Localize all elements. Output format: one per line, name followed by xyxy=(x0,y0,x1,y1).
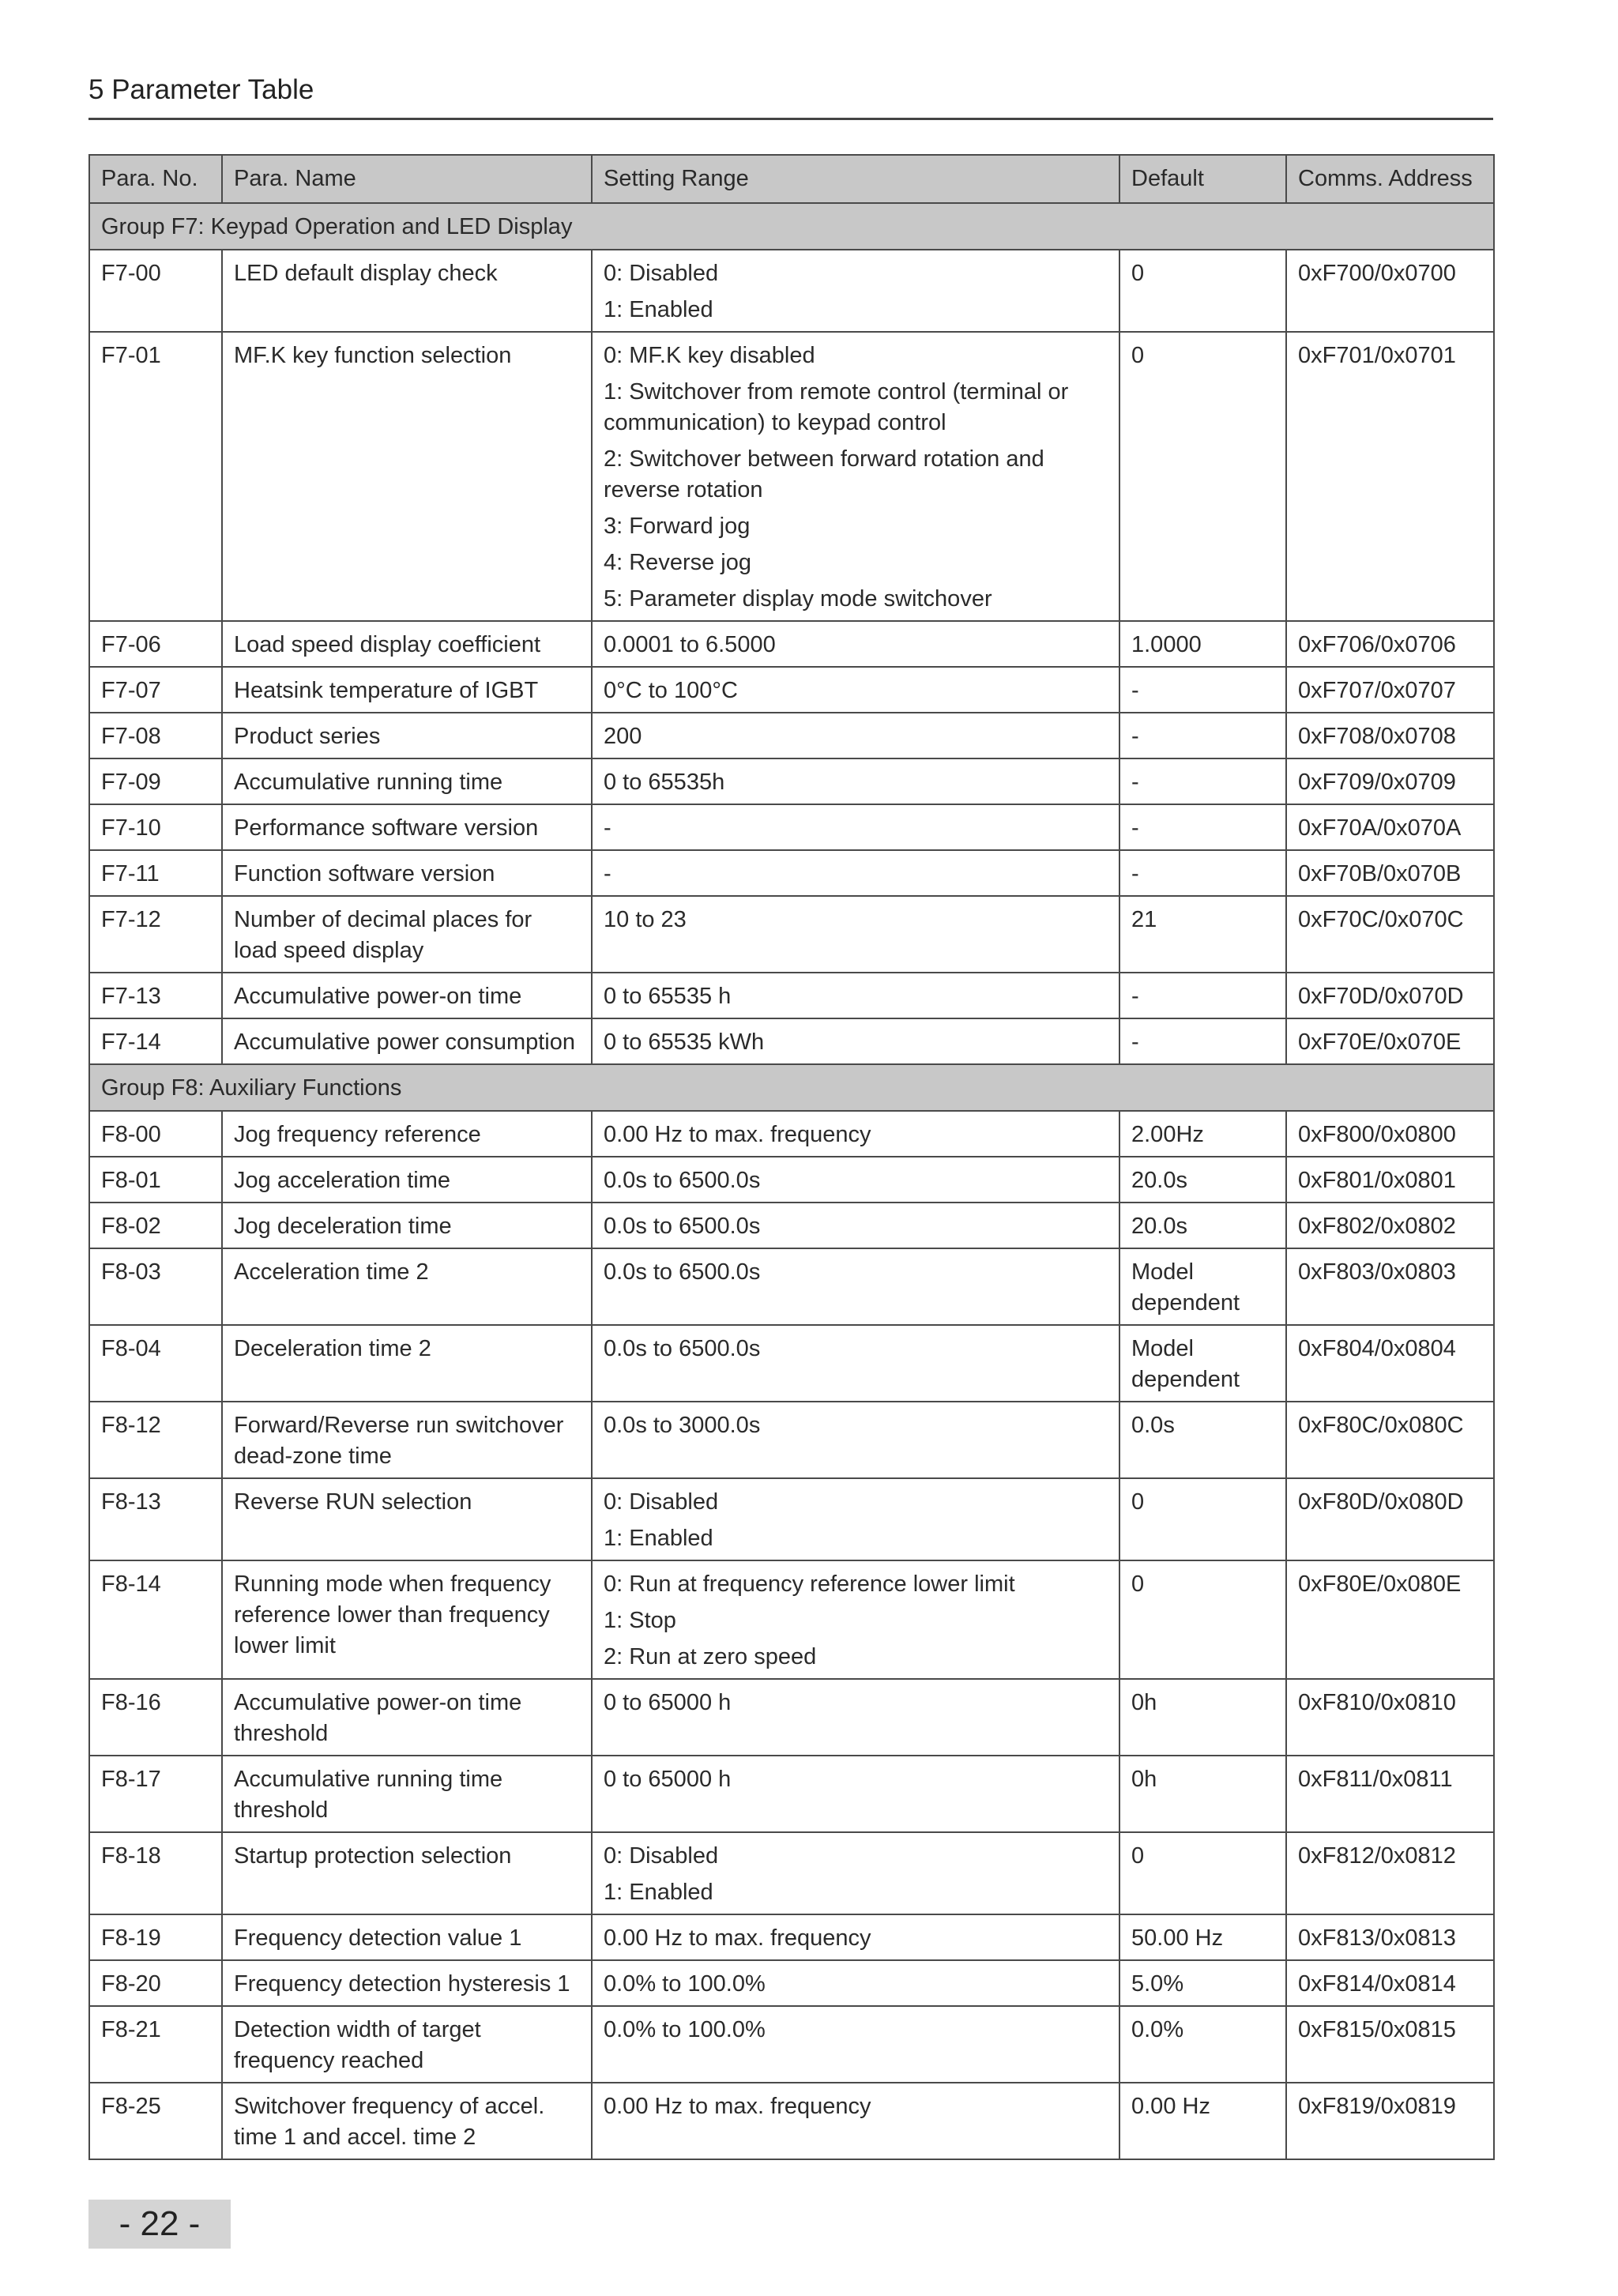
para-name-cell: Deceleration time 2 xyxy=(222,1325,592,1402)
para-name-cell: Heatsink temperature of IGBT xyxy=(222,667,592,713)
default-cell: 0h xyxy=(1119,1756,1286,1832)
para-name-cell: Reverse RUN selection xyxy=(222,1478,592,1560)
comms-address-cell: 0xF708/0x0708 xyxy=(1286,713,1494,758)
table-row xyxy=(89,1203,1494,1248)
default-cell: 5.0% xyxy=(1119,1960,1286,2006)
para-name-cell: Load speed display coefficient xyxy=(222,621,592,667)
para-no-cell: F8-19 xyxy=(89,1914,222,1960)
setting-range-cell xyxy=(592,621,1119,667)
table-row xyxy=(89,1756,1494,1832)
table-row xyxy=(89,1402,1494,1478)
setting-option: 200 xyxy=(604,724,642,749)
para-no-cell: F8-21 xyxy=(89,2006,222,2083)
para-no-cell: F7-08 xyxy=(89,713,222,758)
para-no-cell: F8-20 xyxy=(89,1960,222,2006)
comms-address-cell: 0xF70C/0x070C xyxy=(1286,896,1494,973)
comms-address-cell: 0xF813/0x0813 xyxy=(1286,1914,1494,1960)
col-header-comms-address: Comms. Address xyxy=(1286,155,1494,203)
comms-address-cell: 0xF802/0x0802 xyxy=(1286,1203,1494,1248)
para-name-cell: Startup protection selection xyxy=(222,1832,592,1914)
setting-option: 1: Switchover from remote control (terminal or communication) to keypad control xyxy=(604,379,1069,435)
table-row xyxy=(89,2083,1494,2159)
table-row xyxy=(89,332,1494,621)
default-cell: - xyxy=(1119,758,1286,804)
para-name-cell: Switchover frequency of accel. time 1 and accel. time 2 xyxy=(222,2083,592,2159)
table-row xyxy=(89,1960,1494,2006)
col-header-setting-range: Setting Range xyxy=(592,155,1119,203)
header-row xyxy=(89,155,1494,203)
setting-range-cell xyxy=(592,332,1119,621)
col-header-para-no: Para. No. xyxy=(89,155,222,203)
para-name-cell: Running mode when frequency reference lower than frequency lower limit xyxy=(222,1560,592,1679)
table-header xyxy=(89,155,1494,203)
setting-option: 0.00 Hz to max. frequency xyxy=(604,1122,871,1147)
setting-range-cell xyxy=(592,1914,1119,1960)
setting-option: 0.0s to 6500.0s xyxy=(604,1168,761,1193)
para-name-cell: Accumulative running time threshold xyxy=(222,1756,592,1832)
table-row xyxy=(89,1478,1494,1560)
para-name-cell: Function software version xyxy=(222,850,592,896)
setting-range-cell xyxy=(592,713,1119,758)
comms-address-cell: 0xF80E/0x080E xyxy=(1286,1560,1494,1679)
setting-option: 0 to 65535 h xyxy=(604,984,732,1009)
setting-option: 3: Forward jog xyxy=(604,514,751,539)
comms-address-cell: 0xF812/0x0812 xyxy=(1286,1832,1494,1914)
group-title: Group F8: Auxiliary Functions xyxy=(89,1064,1494,1111)
comms-address-cell: 0xF800/0x0800 xyxy=(1286,1111,1494,1157)
setting-range-cell xyxy=(592,2006,1119,2083)
table-row xyxy=(89,804,1494,850)
default-cell: 0.0% xyxy=(1119,2006,1286,2083)
para-no-cell: F7-09 xyxy=(89,758,222,804)
setting-range-cell xyxy=(592,1679,1119,1756)
setting-range-cell xyxy=(592,667,1119,713)
comms-address-cell: 0xF700/0x0700 xyxy=(1286,250,1494,332)
para-name-cell: Performance software version xyxy=(222,804,592,850)
default-cell: 0 xyxy=(1119,1832,1286,1914)
table-body xyxy=(89,203,1494,2159)
setting-range-cell xyxy=(592,2083,1119,2159)
setting-range-cell xyxy=(592,1960,1119,2006)
para-no-cell: F7-06 xyxy=(89,621,222,667)
setting-option: 0 to 65000 h xyxy=(604,1767,732,1792)
setting-option: 1: Enabled xyxy=(604,1880,713,1905)
setting-range-cell xyxy=(592,1402,1119,1478)
setting-option: 0 to 65535h xyxy=(604,770,725,795)
comms-address-cell: 0xF814/0x0814 xyxy=(1286,1960,1494,2006)
table-row xyxy=(89,667,1494,713)
setting-option: - xyxy=(604,815,611,841)
para-no-cell: F7-00 xyxy=(89,250,222,332)
setting-range-cell xyxy=(592,896,1119,973)
group-title: Group F7: Keypad Operation and LED Display xyxy=(89,203,1494,250)
para-no-cell: F8-12 xyxy=(89,1402,222,1478)
default-cell: - xyxy=(1119,850,1286,896)
para-no-cell: F7-10 xyxy=(89,804,222,850)
setting-option: 4: Reverse jog xyxy=(604,550,751,575)
setting-option: 0.0001 to 6.5000 xyxy=(604,632,776,657)
setting-option: 0: Disabled xyxy=(604,261,719,286)
para-name-cell: Accumulative running time xyxy=(222,758,592,804)
default-cell: 0 xyxy=(1119,332,1286,621)
para-no-cell: F8-25 xyxy=(89,2083,222,2159)
setting-range-cell xyxy=(592,1203,1119,1248)
default-cell: 0.00 Hz xyxy=(1119,2083,1286,2159)
comms-address-cell: 0xF70A/0x070A xyxy=(1286,804,1494,850)
para-name-cell: Accumulative power consumption xyxy=(222,1018,592,1064)
comms-address-cell: 0xF804/0x0804 xyxy=(1286,1325,1494,1402)
comms-address-cell: 0xF80C/0x080C xyxy=(1286,1402,1494,1478)
para-no-cell: F8-03 xyxy=(89,1248,222,1325)
table-row xyxy=(89,1679,1494,1756)
para-name-cell: Frequency detection value 1 xyxy=(222,1914,592,1960)
para-no-cell: F7-01 xyxy=(89,332,222,621)
setting-range-cell xyxy=(592,1478,1119,1560)
para-no-cell: F8-01 xyxy=(89,1157,222,1203)
default-cell: 0h xyxy=(1119,1679,1286,1756)
para-name-cell: Product series xyxy=(222,713,592,758)
setting-range-cell xyxy=(592,1248,1119,1325)
para-no-cell: F7-07 xyxy=(89,667,222,713)
setting-range-cell xyxy=(592,758,1119,804)
table-row xyxy=(89,1560,1494,1679)
setting-range-cell xyxy=(592,1560,1119,1679)
table-row xyxy=(89,896,1494,973)
table-row xyxy=(89,250,1494,332)
para-no-cell: F8-04 xyxy=(89,1325,222,1402)
para-name-cell: Jog acceleration time xyxy=(222,1157,592,1203)
para-no-cell: F7-14 xyxy=(89,1018,222,1064)
para-no-cell: F8-18 xyxy=(89,1832,222,1914)
comms-address-cell: 0xF803/0x0803 xyxy=(1286,1248,1494,1325)
setting-option: 0.00 Hz to max. frequency xyxy=(604,1925,871,1951)
setting-option: 0 to 65535 kWh xyxy=(604,1029,765,1055)
para-no-cell: F7-11 xyxy=(89,850,222,896)
default-cell: - xyxy=(1119,667,1286,713)
setting-range-cell xyxy=(592,804,1119,850)
setting-option: 0: Disabled xyxy=(604,1843,719,1869)
para-no-cell: F7-13 xyxy=(89,973,222,1018)
para-name-cell: Frequency detection hysteresis 1 xyxy=(222,1960,592,2006)
setting-option: 0.00 Hz to max. frequency xyxy=(604,2094,871,2119)
para-no-cell: F8-14 xyxy=(89,1560,222,1679)
comms-address-cell: 0xF80D/0x080D xyxy=(1286,1478,1494,1560)
table-row xyxy=(89,973,1494,1018)
default-cell: 0 xyxy=(1119,1560,1286,1679)
setting-option: 0°C to 100°C xyxy=(604,678,738,703)
para-no-cell: F8-13 xyxy=(89,1478,222,1560)
table-row xyxy=(89,713,1494,758)
table-row xyxy=(89,621,1494,667)
comms-address-cell: 0xF709/0x0709 xyxy=(1286,758,1494,804)
comms-address-cell: 0xF815/0x0815 xyxy=(1286,2006,1494,2083)
setting-option: 10 to 23 xyxy=(604,907,687,932)
para-name-cell: Detection width of target frequency reached xyxy=(222,2006,592,2083)
para-name-cell: MF.K key function selection xyxy=(222,332,592,621)
comms-address-cell: 0xF70B/0x070B xyxy=(1286,850,1494,896)
default-cell: 21 xyxy=(1119,896,1286,973)
col-header-para-name: Para. Name xyxy=(222,155,592,203)
setting-option: 0.0s to 6500.0s xyxy=(604,1259,761,1285)
setting-range-cell xyxy=(592,1832,1119,1914)
header-divider xyxy=(88,118,1493,120)
table-row xyxy=(89,1248,1494,1325)
setting-option: 2: Run at zero speed xyxy=(604,1644,817,1669)
setting-option: 2: Switchover between forward rotation and reverse rotation xyxy=(604,446,1044,502)
default-cell: - xyxy=(1119,1018,1286,1064)
default-cell: 50.00 Hz xyxy=(1119,1914,1286,1960)
setting-range-cell xyxy=(592,1018,1119,1064)
para-no-cell: F8-02 xyxy=(89,1203,222,1248)
para-name-cell: Accumulative power-on time threshold xyxy=(222,1679,592,1756)
comms-address-cell: 0xF70D/0x070D xyxy=(1286,973,1494,1018)
setting-option: 5: Parameter display mode switchover xyxy=(604,586,992,612)
comms-address-cell: 0xF706/0x0706 xyxy=(1286,621,1494,667)
setting-option: 1: Enabled xyxy=(604,1526,713,1551)
table-row xyxy=(89,1111,1494,1157)
section-title: 5 Parameter Table xyxy=(88,74,314,105)
setting-option: 0: Disabled xyxy=(604,1489,719,1515)
comms-address-cell: 0xF810/0x0810 xyxy=(1286,1679,1494,1756)
default-cell: 0.0s xyxy=(1119,1402,1286,1478)
setting-option: 0.0s to 6500.0s xyxy=(604,1336,761,1361)
default-cell: Model dependent xyxy=(1119,1325,1286,1402)
setting-range-cell xyxy=(592,1756,1119,1832)
table-row xyxy=(89,1325,1494,1402)
default-cell: 2.00Hz xyxy=(1119,1111,1286,1157)
default-cell: 20.0s xyxy=(1119,1157,1286,1203)
parameter-table xyxy=(88,154,1495,2160)
setting-option: 0.0% to 100.0% xyxy=(604,1971,766,1997)
setting-option: 0 to 65000 h xyxy=(604,1690,732,1715)
para-name-cell: Number of decimal places for load speed display xyxy=(222,896,592,973)
para-name-cell: LED default display check xyxy=(222,250,592,332)
setting-range-cell xyxy=(592,1325,1119,1402)
default-cell: 0 xyxy=(1119,1478,1286,1560)
default-cell: 20.0s xyxy=(1119,1203,1286,1248)
para-name-cell: Forward/Reverse run switchover dead-zone time xyxy=(222,1402,592,1478)
group-header-row xyxy=(89,1064,1494,1111)
default-cell: - xyxy=(1119,973,1286,1018)
setting-range-cell xyxy=(592,1111,1119,1157)
para-no-cell: F8-17 xyxy=(89,1756,222,1832)
setting-range-cell xyxy=(592,973,1119,1018)
para-name-cell: Acceleration time 2 xyxy=(222,1248,592,1325)
setting-option: 0: Run at frequency reference lower limit xyxy=(604,1571,1015,1597)
default-cell: 1.0000 xyxy=(1119,621,1286,667)
comms-address-cell: 0xF801/0x0801 xyxy=(1286,1157,1494,1203)
table-row xyxy=(89,1832,1494,1914)
setting-option: 1: Stop xyxy=(604,1608,676,1633)
page-number: - 22 - xyxy=(88,2200,231,2249)
table-row xyxy=(89,850,1494,896)
para-name-cell: Accumulative power-on time xyxy=(222,973,592,1018)
comms-address-cell: 0xF701/0x0701 xyxy=(1286,332,1494,621)
col-header-default: Default xyxy=(1119,155,1286,203)
table-row xyxy=(89,758,1494,804)
default-cell: Model dependent xyxy=(1119,1248,1286,1325)
group-header-row xyxy=(89,203,1494,250)
setting-range-cell xyxy=(592,1157,1119,1203)
table-row xyxy=(89,1157,1494,1203)
comms-address-cell: 0xF70E/0x070E xyxy=(1286,1018,1494,1064)
para-no-cell: F7-12 xyxy=(89,896,222,973)
table-row xyxy=(89,2006,1494,2083)
table-row xyxy=(89,1018,1494,1064)
default-cell: 0 xyxy=(1119,250,1286,332)
para-name-cell: Jog frequency reference xyxy=(222,1111,592,1157)
setting-option: - xyxy=(604,861,611,886)
setting-option: 0.0% to 100.0% xyxy=(604,2017,766,2042)
comms-address-cell: 0xF819/0x0819 xyxy=(1286,2083,1494,2159)
para-no-cell: F8-00 xyxy=(89,1111,222,1157)
setting-option: 0: MF.K key disabled xyxy=(604,343,815,368)
setting-option: 0.0s to 3000.0s xyxy=(604,1413,761,1438)
comms-address-cell: 0xF707/0x0707 xyxy=(1286,667,1494,713)
setting-range-cell xyxy=(592,850,1119,896)
para-no-cell: F8-16 xyxy=(89,1679,222,1756)
para-name-cell: Jog deceleration time xyxy=(222,1203,592,1248)
setting-option: 1: Enabled xyxy=(604,297,713,322)
default-cell: - xyxy=(1119,804,1286,850)
table-row xyxy=(89,1914,1494,1960)
setting-range-cell xyxy=(592,250,1119,332)
default-cell: - xyxy=(1119,713,1286,758)
setting-option: 0.0s to 6500.0s xyxy=(604,1214,761,1239)
comms-address-cell: 0xF811/0x0811 xyxy=(1286,1756,1494,1832)
